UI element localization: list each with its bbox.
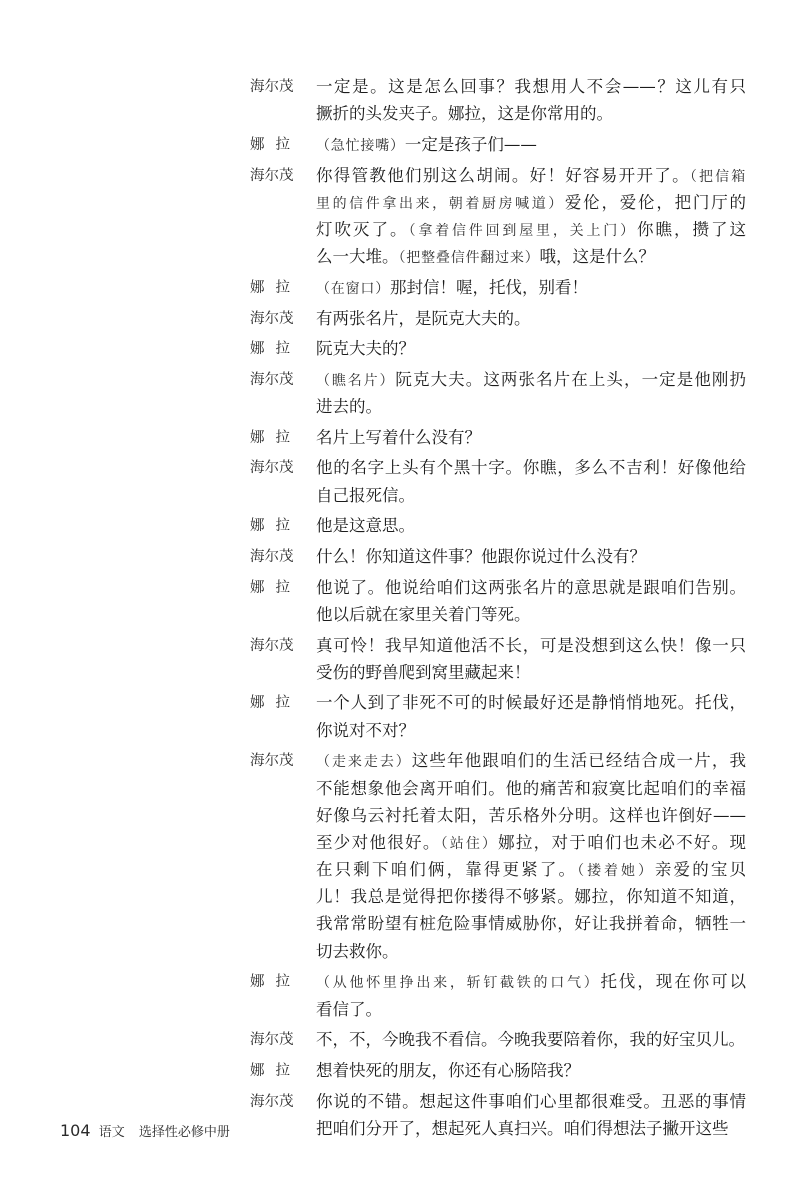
spoken-text: 真可怜！我早知道他活不长，可是没想到这么快！像一只 xyxy=(316,635,746,655)
dialogue-line xyxy=(0,969,800,995)
dialogue-line xyxy=(0,939,800,965)
spoken-text: 好像乌云衬托着太阳，苦乐格外分明。这样也许倒好—— xyxy=(316,805,746,825)
dialogue-line xyxy=(0,455,800,481)
dialogue-line xyxy=(0,1027,800,1053)
spoken-text: 进去的。 xyxy=(316,397,382,417)
dialogue-line xyxy=(0,132,800,158)
dialogue-text xyxy=(316,748,746,775)
dialogue-text xyxy=(316,306,746,332)
script-text xyxy=(0,74,800,1143)
dialogue-line xyxy=(0,275,800,301)
spoken-text: 受伤的野兽爬到窝里藏起来！ xyxy=(316,662,531,682)
spoken-text: 他以后就在家里关着门等死。 xyxy=(316,604,531,624)
speaker-name: 娜拉 xyxy=(250,279,301,296)
stage-direction: （瞧名片） xyxy=(316,372,396,389)
dialogue-text xyxy=(316,575,746,601)
dialogue-line xyxy=(0,483,800,509)
page-footer xyxy=(60,1121,230,1140)
stage-direction: （急忙接嘴） xyxy=(316,137,405,154)
spoken-text: 一定是。这是怎么回事？我想用人不会——？这儿有只 xyxy=(316,77,746,96)
spoken-text: 我常常盼望有桩危险事情威胁你，好让我拼着命，牺牲一 xyxy=(316,914,746,934)
spoken-text: 想着快死的朋友，你还有心肠陪我？ xyxy=(316,1060,580,1080)
stage-direction: （把整叠信件翻过来） xyxy=(398,250,540,267)
dialogue-line xyxy=(0,997,800,1023)
dialogue-line xyxy=(0,911,800,937)
dialogue-line xyxy=(0,830,800,856)
speaker-name: 海尔茂 xyxy=(250,1032,294,1049)
spoken-text: 你瞧，攒了这 xyxy=(636,219,746,239)
dialogue-line xyxy=(0,1058,800,1084)
dialogue-text xyxy=(316,911,746,937)
spoken-text: 名片上写着什么没有？ xyxy=(316,427,481,447)
dialogue-text xyxy=(316,803,746,829)
dialogue-text xyxy=(316,544,746,570)
speaker-name: 海尔茂 xyxy=(250,371,294,388)
dialogue-text xyxy=(316,74,746,100)
dialogue-text xyxy=(316,367,746,394)
dialogue-text xyxy=(316,939,746,965)
speaker-name: 海尔茂 xyxy=(250,1093,294,1110)
spoken-text: 不，不，今晚我不看信。今晚我要陪着你，我的好宝贝儿。 xyxy=(316,1030,745,1050)
speaker-name: 海尔茂 xyxy=(250,753,294,770)
dialogue-line xyxy=(0,425,800,451)
spoken-text: 么一大堆。 xyxy=(316,247,399,267)
dialogue-text xyxy=(316,190,746,217)
spoken-text: 那封信！喔，托伐，别看！ xyxy=(390,277,588,297)
dialogue-line xyxy=(0,718,800,744)
spoken-text: 托伐，现在你可以 xyxy=(600,972,746,992)
dialogue-line xyxy=(0,74,800,100)
dialogue-line xyxy=(0,544,800,570)
spoken-text: 至少对他很好。 xyxy=(316,832,441,852)
spoken-text: 他的名字上头有个黑十字。你瞧，多么不吉利！好像他给 xyxy=(316,458,746,478)
spoken-text: 儿！我总是觉得把你搂得不够紧。娜拉，你知道不知道， xyxy=(316,887,746,907)
dialogue-line xyxy=(0,575,800,601)
speaker-name: 娜拉 xyxy=(250,695,301,712)
dialogue-line xyxy=(0,633,800,659)
dialogue-text xyxy=(316,101,746,127)
dialogue-text xyxy=(316,690,746,716)
speaker-name: 娜拉 xyxy=(250,1062,301,1079)
page-number: 104 xyxy=(60,1121,91,1140)
stage-direction: （把信箱 xyxy=(689,168,747,185)
spoken-text: 在只剩下咱们俩，靠得更紧了。 xyxy=(316,860,578,880)
dialogue-text xyxy=(316,483,746,509)
spoken-text: 一个人到了非死不可的时候最好还是静悄悄地死。托伐， xyxy=(316,693,746,713)
dialogue-text xyxy=(316,718,746,744)
stage-direction: （站住） xyxy=(440,835,499,852)
dialogue-line xyxy=(0,101,800,127)
dialogue-line xyxy=(0,217,800,243)
spoken-text: 他说了。他说给咱们这两张名片的意思就是跟咱们告别。 xyxy=(316,577,746,597)
spoken-text: 你说的不错。想起这件事咱们心里都很难受。丑恶的事情 xyxy=(316,1091,746,1111)
dialogue-line xyxy=(0,513,800,539)
dialogue-text xyxy=(316,633,746,659)
spoken-text: 他是这意思。 xyxy=(316,516,415,536)
stage-direction: （从他怀里挣出来，斩钉截铁的口气） xyxy=(316,975,601,992)
dialogue-line xyxy=(0,660,800,686)
stage-direction: （在窗口） xyxy=(316,280,390,297)
dialogue-text xyxy=(316,163,746,190)
dialogue-text xyxy=(316,244,746,271)
dialogue-text xyxy=(316,830,746,857)
dialogue-text xyxy=(316,857,746,884)
book-title: 选择性必修中册 xyxy=(138,1125,230,1140)
dialogue-line xyxy=(0,857,800,883)
spoken-text: 切去救你。 xyxy=(316,941,399,961)
spoken-text: 爱伦，爱伦，把门厅的 xyxy=(564,192,747,212)
dialogue-line xyxy=(0,776,800,802)
spoken-text: 哦，这是什么？ xyxy=(539,247,655,267)
speaker-name: 海尔茂 xyxy=(250,310,294,327)
speaker-name: 海尔茂 xyxy=(250,549,294,565)
spoken-text: 娜拉，对于咱们也未必不好。现 xyxy=(498,832,747,852)
speaker-name: 娜拉 xyxy=(250,136,301,153)
dialogue-line xyxy=(0,336,800,362)
dialogue-text xyxy=(316,1058,746,1084)
stage-direction: （拿着信件回到屋里，关上门） xyxy=(408,222,637,239)
dialogue-line xyxy=(0,306,800,332)
dialogue-line xyxy=(0,602,800,628)
dialogue-text xyxy=(316,1089,746,1115)
speaker-name: 娜拉 xyxy=(250,429,301,446)
dialogue-line xyxy=(0,803,800,829)
spoken-text: 一定是孩子们—— xyxy=(404,134,537,154)
spoken-text: 灯吹灭了。 xyxy=(316,219,409,239)
speaker-name: 海尔茂 xyxy=(250,460,294,477)
dialogue-text xyxy=(316,217,746,244)
subject-label: 语文 xyxy=(98,1125,125,1140)
dialogue-text xyxy=(316,275,746,302)
speaker-name: 海尔茂 xyxy=(250,167,294,184)
dialogue-text xyxy=(316,660,746,686)
dialogue-text xyxy=(316,1116,746,1142)
dialogue-line xyxy=(0,244,800,270)
spoken-text: 亲爱的宝贝 xyxy=(654,860,747,880)
dialogue-text xyxy=(316,455,746,481)
spoken-text: 看信了。 xyxy=(316,999,382,1019)
dialogue-line xyxy=(0,884,800,910)
dialogue-line xyxy=(0,748,800,774)
dialogue-line xyxy=(0,1089,800,1115)
spoken-text: 阮克大夫。这两张名片在上头，一定是他刚扔 xyxy=(395,369,747,389)
dialogue-line xyxy=(0,367,800,393)
speaker-name: 娜拉 xyxy=(250,974,301,991)
spoken-text: 你得管教他们别这么胡闹。好！好容易开开了。 xyxy=(316,165,690,185)
dialogue-line xyxy=(0,190,800,216)
dialogue-text xyxy=(316,969,746,996)
speaker-name: 海尔茂 xyxy=(250,79,294,95)
dialogue-text xyxy=(316,997,746,1023)
dialogue-text xyxy=(316,602,746,628)
dialogue-line xyxy=(0,394,800,420)
speaker-name: 娜拉 xyxy=(250,341,301,358)
spoken-text: 把咱们分开了，想起死人真扫兴。咱们得想法子撇开这些 xyxy=(316,1118,729,1138)
spoken-text: 这些年他跟咱们的生活已经结合成一片，我 xyxy=(411,751,747,771)
spoken-text: 不能想象他会离开咱们。他的痛苦和寂寞比起咱们的幸福 xyxy=(316,778,746,798)
dialogue-line xyxy=(0,690,800,716)
spoken-text: 有两张名片，是阮克大夫的。 xyxy=(316,308,531,328)
spoken-text: 你说对不对？ xyxy=(316,720,415,740)
stage-direction: （搂着她） xyxy=(577,863,655,880)
dialogue-text xyxy=(316,394,746,420)
stage-direction: （走来走去） xyxy=(316,754,412,771)
speaker-name: 海尔茂 xyxy=(250,637,294,654)
spoken-text: 撅折的头发夹子。娜拉，这是你常用的。 xyxy=(316,104,613,124)
dialogue-text xyxy=(316,884,746,910)
dialogue-text xyxy=(316,1027,746,1053)
speaker-name: 娜拉 xyxy=(250,579,301,596)
dialogue-text xyxy=(316,132,746,159)
dialogue-text xyxy=(316,776,746,802)
spoken-text: 自己报死信。 xyxy=(316,485,415,505)
spoken-text: 什么！你知道这件事？他跟你说过什么没有？ xyxy=(316,547,646,566)
speaker-name: 娜拉 xyxy=(250,518,301,535)
dialogue-text xyxy=(316,425,746,451)
dialogue-text xyxy=(316,336,746,362)
dialogue-line xyxy=(0,163,800,189)
spoken-text: 阮克大夫的？ xyxy=(316,339,415,359)
dialogue-text xyxy=(316,513,746,539)
stage-direction: 里的信件拿出来，朝着厨房喊道） xyxy=(316,195,565,212)
